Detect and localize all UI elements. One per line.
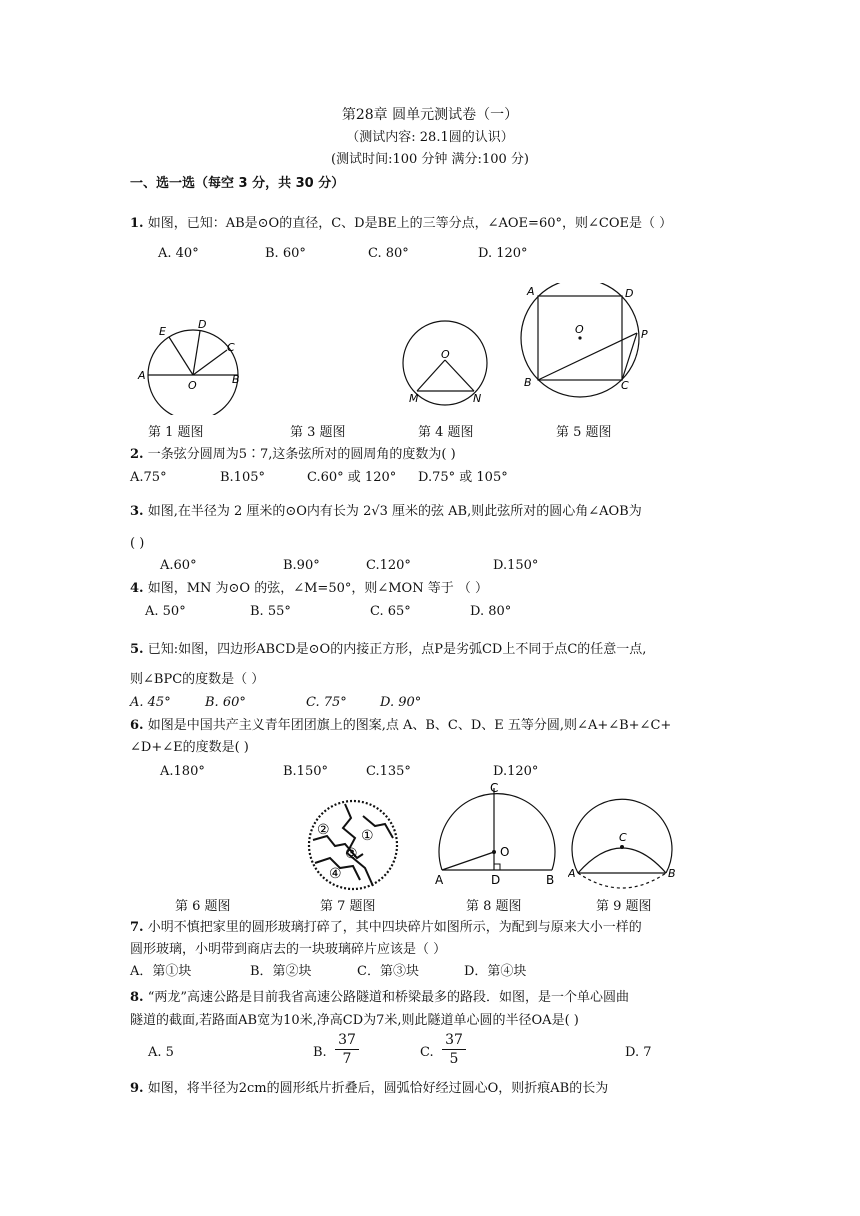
label-a: A [568, 867, 576, 880]
q1-option-d: D. 120° [478, 246, 528, 261]
question-text: 如图，将半径为2cm的圆形纸片折叠后，圆弧恰好经过圆心O，则折痕AB的长为 [147, 1081, 609, 1096]
label-a: A [435, 873, 444, 887]
q5-option-b: B. 60° [205, 695, 246, 710]
q4-option-c: C. 65° [370, 604, 411, 619]
label-c: C [227, 341, 235, 354]
label-p: P [641, 328, 648, 341]
caption-fig-6: 第 6 题图 [175, 899, 231, 914]
caption-fig-9: 第 9 题图 [596, 899, 652, 914]
label-c: C [490, 781, 499, 795]
q4-option-a: A. 50° [145, 604, 186, 619]
q6-option-c: C.135° [366, 764, 411, 779]
q5-option-c: C. 75° [306, 695, 347, 710]
label-d: D [491, 873, 501, 887]
question-4 [130, 580, 488, 598]
figure-4-circle [395, 318, 495, 408]
label-c: C [621, 379, 629, 392]
q1-option-a: A. 40° [158, 246, 199, 261]
q2-option-b: B.105° [220, 470, 265, 485]
q3-option-a: A.60° [160, 558, 197, 573]
label-o: O [500, 845, 510, 859]
q8-option-a: A. 5 [148, 1045, 174, 1060]
fraction-denominator: 5 [449, 1051, 459, 1067]
q7-option-b: B．第②块 [250, 964, 312, 979]
question-number: 8. [130, 990, 144, 1005]
figure-5-inscribed-square [515, 283, 665, 403]
piece-4-label: ④ [329, 866, 342, 882]
q2-option-a: A.75° [130, 470, 167, 485]
label-a: A [138, 369, 146, 382]
q5-option-a: A. 45° [130, 695, 171, 710]
question-5-line2: 则∠BPC的度数是（ ） [130, 672, 265, 687]
question-8-line2: 隧道的截面,若路面AB宽为10米,净高CD为7米,则此隧道单心圆的半径OA是( ) [130, 1013, 579, 1028]
caption-fig-5: 第 5 题图 [556, 425, 612, 440]
question-text: 一条弦分圆周为5∶7,这条弦所对的圆周角的度数为( ) [147, 447, 456, 462]
figure-8-tunnel [432, 780, 562, 890]
q8-option-b: B. [313, 1045, 327, 1060]
question-number: 9. [130, 1081, 144, 1096]
section-title: 一、选一选（每空 3 分，共 30 分） [130, 176, 345, 191]
question-5 [130, 641, 646, 659]
question-number: 2. [130, 447, 144, 462]
q5-option-d: D. 90° [380, 695, 422, 710]
question-text: 如图是中国共产主义青年团团旗上的图案,点 A、B、C、D、E 五等分圆,则∠A+∠B+∠C+ [147, 718, 672, 733]
question-8 [130, 989, 629, 1007]
label-d: D [625, 287, 634, 300]
question-6-line2: ∠D+∠E的度数是( ) [130, 740, 249, 755]
question-text: 如图，已知：AB是⊙O的直径，C、D是BE上的三等分点，∠AOE=60°，则∠COE是（ ） [147, 216, 673, 231]
q3-option-d: D.150° [493, 558, 539, 573]
q4-option-d: D. 80° [470, 604, 512, 619]
q7-option-a: A．第①块 [130, 964, 192, 979]
label-a: A [527, 285, 535, 298]
label-c: C [619, 831, 627, 844]
piece-2-label: ② [317, 822, 330, 838]
q8-option-c-fraction [442, 1032, 466, 1067]
label-b: B [524, 376, 532, 389]
q1-option-b: B. 60° [265, 246, 306, 261]
figure-1-semicircle [135, 315, 265, 415]
label-e: E [159, 325, 166, 338]
q2-option-c: C.60° 或 120° [307, 470, 397, 485]
q8-option-d: D. 7 [625, 1045, 652, 1060]
q3-option-b: B.90° [283, 558, 320, 573]
piece-3-label: ③ [345, 846, 358, 862]
q6-option-b: B.150° [283, 764, 328, 779]
label-n: N [473, 392, 482, 405]
label-m: M [409, 392, 419, 405]
label-b: B [546, 873, 555, 887]
exam-meta: (测试时间:100 分钟 满分:100 分) [331, 152, 529, 167]
page-title: 第28章 圆单元测试卷（一） [341, 107, 519, 123]
label-o: O [188, 379, 197, 392]
q1-option-c: C. 80° [368, 246, 409, 261]
fraction-numerator: 37 [445, 1032, 463, 1048]
question-text: 如图,在半径为 2 厘米的⊙O内有长为 2√3 厘米的弦 AB,则此弦所对的圆心角∠AOB为 [147, 504, 642, 519]
caption-fig-7: 第 7 题图 [320, 899, 376, 914]
question-7 [130, 919, 642, 937]
q6-option-a: A.180° [160, 764, 205, 779]
question-number: 1. [130, 216, 144, 231]
question-number: 5. [130, 642, 144, 657]
q8-option-c: C. [420, 1045, 434, 1060]
question-3 [130, 503, 642, 521]
q8-option-b-fraction [335, 1032, 359, 1067]
question-6 [130, 717, 671, 735]
label-b: B [668, 867, 676, 880]
question-9 [130, 1080, 608, 1098]
label-o: O [441, 348, 450, 361]
question-text: 小明不慎把家里的圆形玻璃打碎了，其中四块碎片如图所示，为配到与原来大小一样的 [147, 920, 642, 935]
caption-fig-3: 第 3 题图 [290, 425, 346, 440]
q3-option-c: C.120° [366, 558, 411, 573]
figure-9-folded-circle [568, 793, 678, 893]
question-text: “两龙”高速公路是目前我省高速公路隧道和桥梁最多的路段．如图，是一个单心圆曲 [147, 990, 630, 1005]
q4-option-b: B. 55° [250, 604, 291, 619]
q2-option-d: D.75° 或 105° [418, 470, 508, 485]
question-3-line2: ( ) [130, 536, 145, 551]
label-b: B [232, 373, 240, 386]
page-subtitle: （测试内容: 28.1圆的认识） [346, 130, 514, 145]
question-1 [130, 215, 672, 233]
label-d: D [198, 318, 207, 331]
fraction-numerator: 37 [338, 1032, 356, 1048]
figure-7-broken-glass [305, 798, 405, 893]
question-text: 已知:如图，四边形ABCD是⊙O的内接正方形，点P是劣弧CD上不同于点C的任意一点, [147, 642, 647, 657]
question-2 [130, 446, 456, 464]
question-7-line2: 圆形玻璃，小明带到商店去的一块玻璃碎片应该是（ ） [130, 942, 447, 957]
question-number: 4. [130, 581, 144, 596]
caption-fig-8: 第 8 题图 [466, 899, 522, 914]
question-number: 7. [130, 920, 144, 935]
question-number: 6. [130, 718, 144, 733]
piece-1-label: ① [361, 828, 374, 844]
question-text: 如图，MN 为⊙O 的弦，∠M=50°，则∠MON 等于 （ ） [147, 581, 488, 596]
caption-fig-1: 第 1 题图 [148, 425, 204, 440]
q6-option-d: D.120° [493, 764, 539, 779]
label-o: O [575, 323, 584, 336]
caption-fig-4: 第 4 题图 [418, 425, 474, 440]
q7-option-d: D．第④块 [464, 964, 527, 979]
q7-option-c: C．第③块 [357, 964, 419, 979]
question-number: 3. [130, 504, 144, 519]
fraction-denominator: 7 [342, 1051, 352, 1067]
